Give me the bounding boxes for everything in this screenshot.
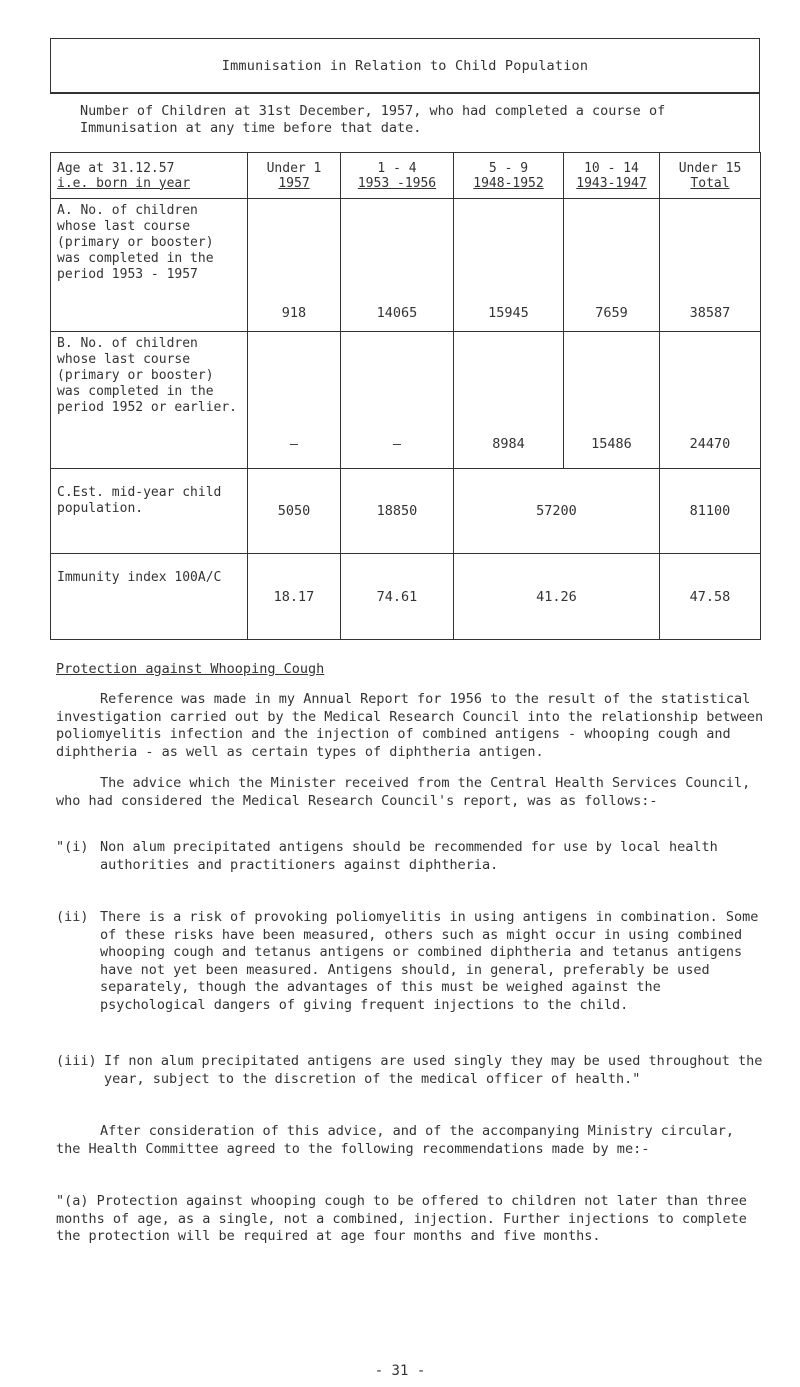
- row-b-cell: –: [248, 331, 341, 468]
- paragraph-advice-intro: The advice which the Minister received from the Central Health Services Council, who had considered the Medical Research Council's report, was as follows:-: [56, 775, 751, 809]
- row-a-cell: 15945: [454, 199, 564, 332]
- header-age: Age at 31.12.57 i.e. born in year: [51, 153, 248, 199]
- advice-number: (ii): [56, 909, 89, 925]
- advice-number: "(i): [56, 839, 89, 855]
- document-title: Immunisation in Relation to Child Population: [221, 58, 589, 74]
- row-c-cell: 81100: [660, 468, 761, 554]
- header-under-1: Under 1 1957: [248, 153, 341, 199]
- row-index-cell-merged: 41.26: [454, 554, 660, 640]
- row-a-cell: 918: [248, 199, 341, 332]
- advice-item: [56, 1053, 766, 1088]
- table-row: [51, 554, 761, 640]
- row-c-cell: 18850: [341, 468, 454, 554]
- row-index-cell: 47.58: [660, 554, 761, 640]
- row-b-cell: 15486: [564, 331, 660, 468]
- table-row: [51, 468, 761, 554]
- section-heading: Protection against Whooping Cough: [56, 661, 325, 677]
- title-rule: [50, 92, 760, 94]
- row-a-cell: 38587: [660, 199, 761, 332]
- paragraph-reference: Reference was made in my Annual Report for 1956 to the result of the statistical investigation carried out by the Medical Research Council into the relationship between poliomyelitis infection and the injection of combined antigens - whooping cough and diphtheria - as well as certain types of diphtheria antigen.: [56, 691, 764, 760]
- recommendation-a: "(a) Protection against whooping cough to be offered to children not later than three months of age, as a single, not a combined, injection. Further injections to complete the protection will be required at age four months and five months.: [56, 1193, 747, 1244]
- table-subtitle: Number of Children at 31st December, 1957, who had completed a course of Immunisation at any time before that date.: [80, 103, 666, 136]
- header-10-14: 10 - 14 1943-1947: [564, 153, 660, 199]
- advice-item: [56, 839, 766, 874]
- row-c-label: C.Est. mid-year child population.: [51, 468, 248, 554]
- header-total: Under 15 Total: [660, 153, 761, 199]
- row-a-cell: 14065: [341, 199, 454, 332]
- advice-number: (iii): [56, 1053, 97, 1069]
- paragraph-after-consideration: After consideration of this advice, and of the accompanying Ministry circular, the Health Committee agreed to the following recommendations made by me:-: [56, 1123, 734, 1157]
- advice-text: There is a risk of provoking poliomyelitis in using antigens in combination. Some of these risks have been measured, others such as might occur in using combined whooping cough and tetanus antigens or combined diphtheria and tetanus antigens have not yet been measured. Antigens should, in general, preferably be used separately, though the advantages of this must be weighed against the psychological dangers of giving frequent injections to the child.: [100, 909, 759, 1013]
- right-rule: [759, 38, 760, 152]
- row-index-cell: 18.17: [248, 554, 341, 640]
- header-5-9: 5 - 9 1948-1952: [454, 153, 564, 199]
- advice-text: Non alum precipitated antigens should be recommended for use by local health authorities and practitioners against diphtheria.: [100, 839, 718, 873]
- top-rule: [50, 38, 760, 39]
- row-index-label: Immunity index 100A/C: [51, 554, 248, 640]
- row-index-cell: 74.61: [341, 554, 454, 640]
- advice-item: [56, 909, 766, 1014]
- row-b-label: B. No. of children whose last course (primary or booster) was completed in the period 1952 or earlier.: [51, 331, 248, 468]
- header-1-4: 1 - 4 1953 -1956: [341, 153, 454, 199]
- row-b-cell: 24470: [660, 331, 761, 468]
- table-row: [51, 199, 761, 332]
- immunisation-table: [50, 152, 761, 640]
- table-row: [51, 331, 761, 468]
- advice-text: If non alum precipitated antigens are used singly they may be used throughout the year, subject to the discretion of the medical officer of health.": [104, 1053, 763, 1087]
- row-c-cell: 5050: [248, 468, 341, 554]
- row-b-cell: 8984: [454, 331, 564, 468]
- page-number: - 31 -: [374, 1363, 426, 1379]
- row-b-cell: –: [341, 331, 454, 468]
- row-c-cell-merged: 57200: [454, 468, 660, 554]
- table-header-row: [51, 153, 761, 199]
- row-a-label: A. No. of children whose last course (primary or booster) was completed in the period 1953 - 1957: [51, 199, 248, 332]
- row-a-cell: 7659: [564, 199, 660, 332]
